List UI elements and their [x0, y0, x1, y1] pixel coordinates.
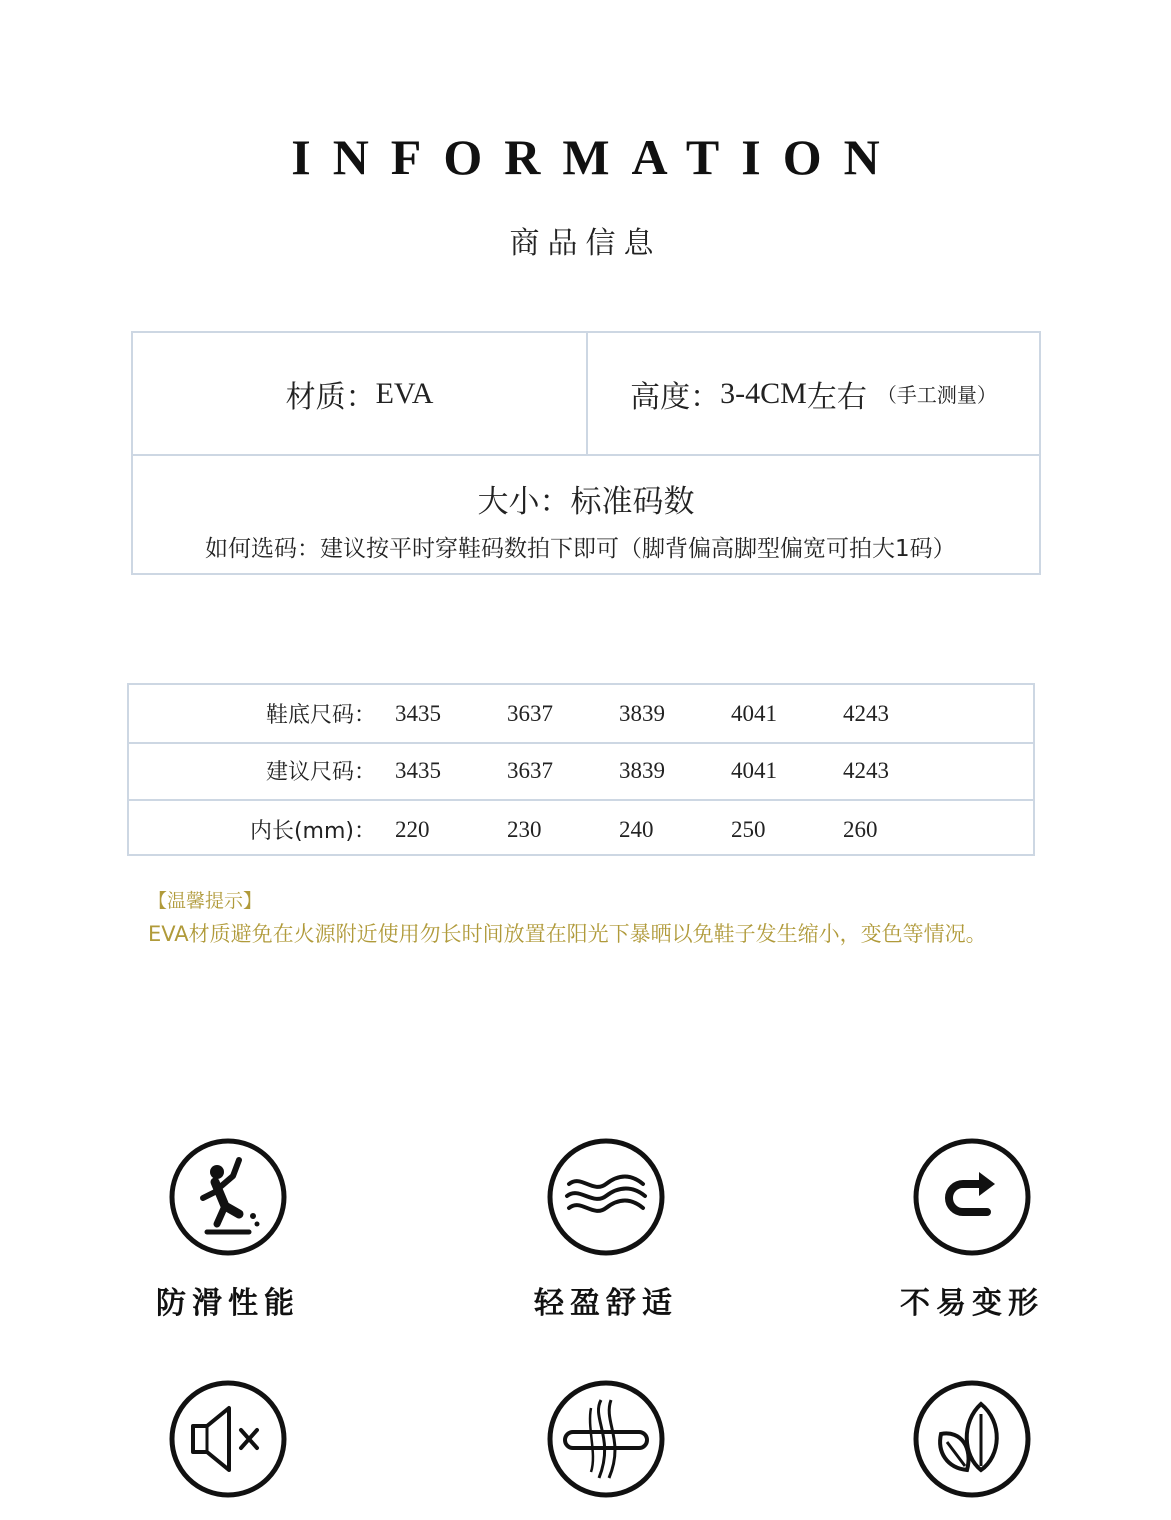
- table-cell: 260: [843, 816, 878, 842]
- product-info-box: [131, 331, 1041, 575]
- feature-light-comfort: [486, 1136, 726, 1322]
- feature-label: 轻盈舒适: [534, 1286, 678, 1321]
- table-cell: 3637: [507, 757, 553, 783]
- size-table: [127, 683, 1035, 856]
- table-cell: 4041: [731, 757, 777, 783]
- leaves-icon: [911, 1378, 1033, 1500]
- page-subheading: 商品信息: [509, 226, 662, 261]
- tip-text: EVA材质避免在火源附近使用勿长时间放置在阳光下暴晒以免鞋子发生缩小，变色等情况。: [148, 922, 987, 946]
- feature-anti-slip: [108, 1136, 348, 1322]
- table-cell: 3839: [619, 700, 665, 726]
- material-label: 材质：: [285, 379, 376, 415]
- feature-no-deform: [852, 1136, 1092, 1322]
- feature-label: 防滑性能: [156, 1286, 300, 1321]
- table-cell: 250: [731, 816, 766, 842]
- material-value: EVA: [375, 376, 434, 410]
- height-value: 3-4CM: [720, 376, 807, 410]
- height-label: 高度：: [630, 379, 721, 415]
- table-row: [129, 801, 1033, 858]
- slip-person-icon: [167, 1136, 289, 1258]
- waves-icon: [545, 1136, 667, 1258]
- material-cell: [133, 333, 588, 454]
- table-cell: 3839: [619, 757, 665, 783]
- mute-speaker-icon: [167, 1378, 289, 1500]
- size-line: 大小：标准码数: [477, 484, 695, 520]
- table-cell: 3435: [395, 757, 441, 783]
- table-cell: 240: [619, 816, 654, 842]
- table-cell: 3637: [507, 700, 553, 726]
- row-label: 内长(mm)：: [249, 819, 376, 844]
- table-cell: 4243: [843, 700, 889, 726]
- return-arrow-icon: [911, 1136, 1033, 1258]
- size-guide-line: 如何选码：建议按平时穿鞋码数拍下即可（脚背偏高脚型偏宽可拍大1码）: [205, 536, 956, 562]
- row-label: 建议尺码：: [265, 760, 376, 785]
- page-heading: INFORMATION: [291, 129, 902, 185]
- height-suffix: 左右: [806, 379, 867, 415]
- table-cell: 4243: [843, 757, 889, 783]
- row-label: 鞋底尺码：: [265, 703, 376, 728]
- table-row: [129, 742, 1033, 801]
- table-row: [129, 685, 1033, 744]
- feature-label: 不易变形: [900, 1286, 1044, 1321]
- height-cell: [588, 333, 1039, 454]
- table-cell: 3435: [395, 700, 441, 726]
- table-cell: 4041: [731, 700, 777, 726]
- tip-title: 【温馨提示】: [148, 890, 263, 912]
- info-row-top: [133, 333, 1039, 456]
- flexible-sole-icon: [545, 1378, 667, 1500]
- table-cell: 230: [507, 816, 542, 842]
- height-note: （手工测量）: [876, 383, 997, 407]
- table-cell: 220: [395, 816, 430, 842]
